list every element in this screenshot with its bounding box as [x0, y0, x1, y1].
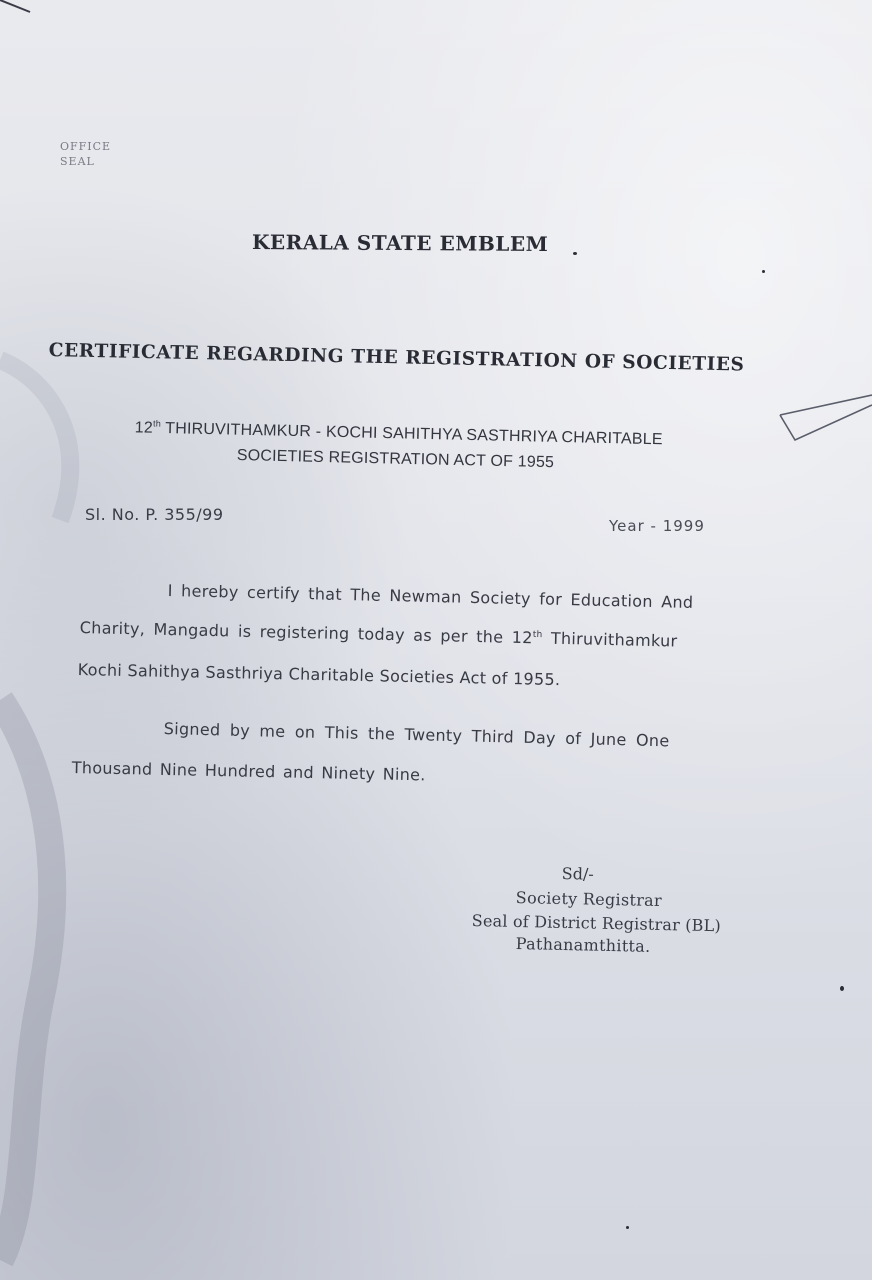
ink-speck — [573, 252, 577, 255]
serial-number: Sl. No. P. 355/99 — [85, 505, 224, 524]
certificate-body-line-4: Signed by me on This the Twenty Third Day of June One — [163, 719, 670, 751]
year-label: Year - 1999 — [609, 517, 705, 535]
office-seal-label — [60, 139, 111, 169]
act-line-1-text: THIRUVITHAMKUR - KOCHI SAHITHYA SASTHRIYA CHARITABLE — [160, 419, 663, 449]
ink-speck — [626, 1226, 629, 1229]
signature-seal: Seal of District Registrar (BL) — [471, 911, 722, 936]
office-seal-line1: OFFICE — [60, 140, 112, 153]
office-seal-line2: SEAL — [60, 155, 95, 168]
certificate-body-line-3: Kochi Sahithya Sasthriya Charitable Societies Act of 1955. — [77, 660, 561, 690]
signature-role: Society Registrar — [515, 888, 663, 911]
certificate-title: CERTIFICATE REGARDING THE REGISTRATION OF SOCIETIES — [48, 340, 745, 376]
emblem-heading: KERALA STATE EMBLEM — [251, 229, 549, 257]
certificate-body-line-2 — [80, 618, 678, 651]
signature-place: Pathanamthitta. — [515, 934, 651, 956]
body-line-2-after: Thiruvithamkur — [542, 628, 678, 651]
ink-speck — [762, 270, 765, 273]
signature-sd: Sd/- — [561, 864, 594, 884]
ink-speck — [840, 986, 844, 991]
act-number: 12 — [134, 419, 154, 437]
certificate-body-line-5: Thousand Nine Hundred and Ninety Nine. — [71, 758, 426, 785]
act-line-2: SOCIETIES REGISTRATION ACT OF 1955 — [236, 447, 555, 472]
act-line-1 — [135, 418, 663, 449]
body-line-2-before: Charity, Mangadu is registering today as per the 12 — [79, 618, 533, 648]
act-number-suffix: th — [152, 418, 162, 429]
certificate-body-line-1: I hereby certify that The Newman Society for Education And — [167, 581, 694, 612]
body-line-2-suffix: th — [532, 629, 543, 641]
